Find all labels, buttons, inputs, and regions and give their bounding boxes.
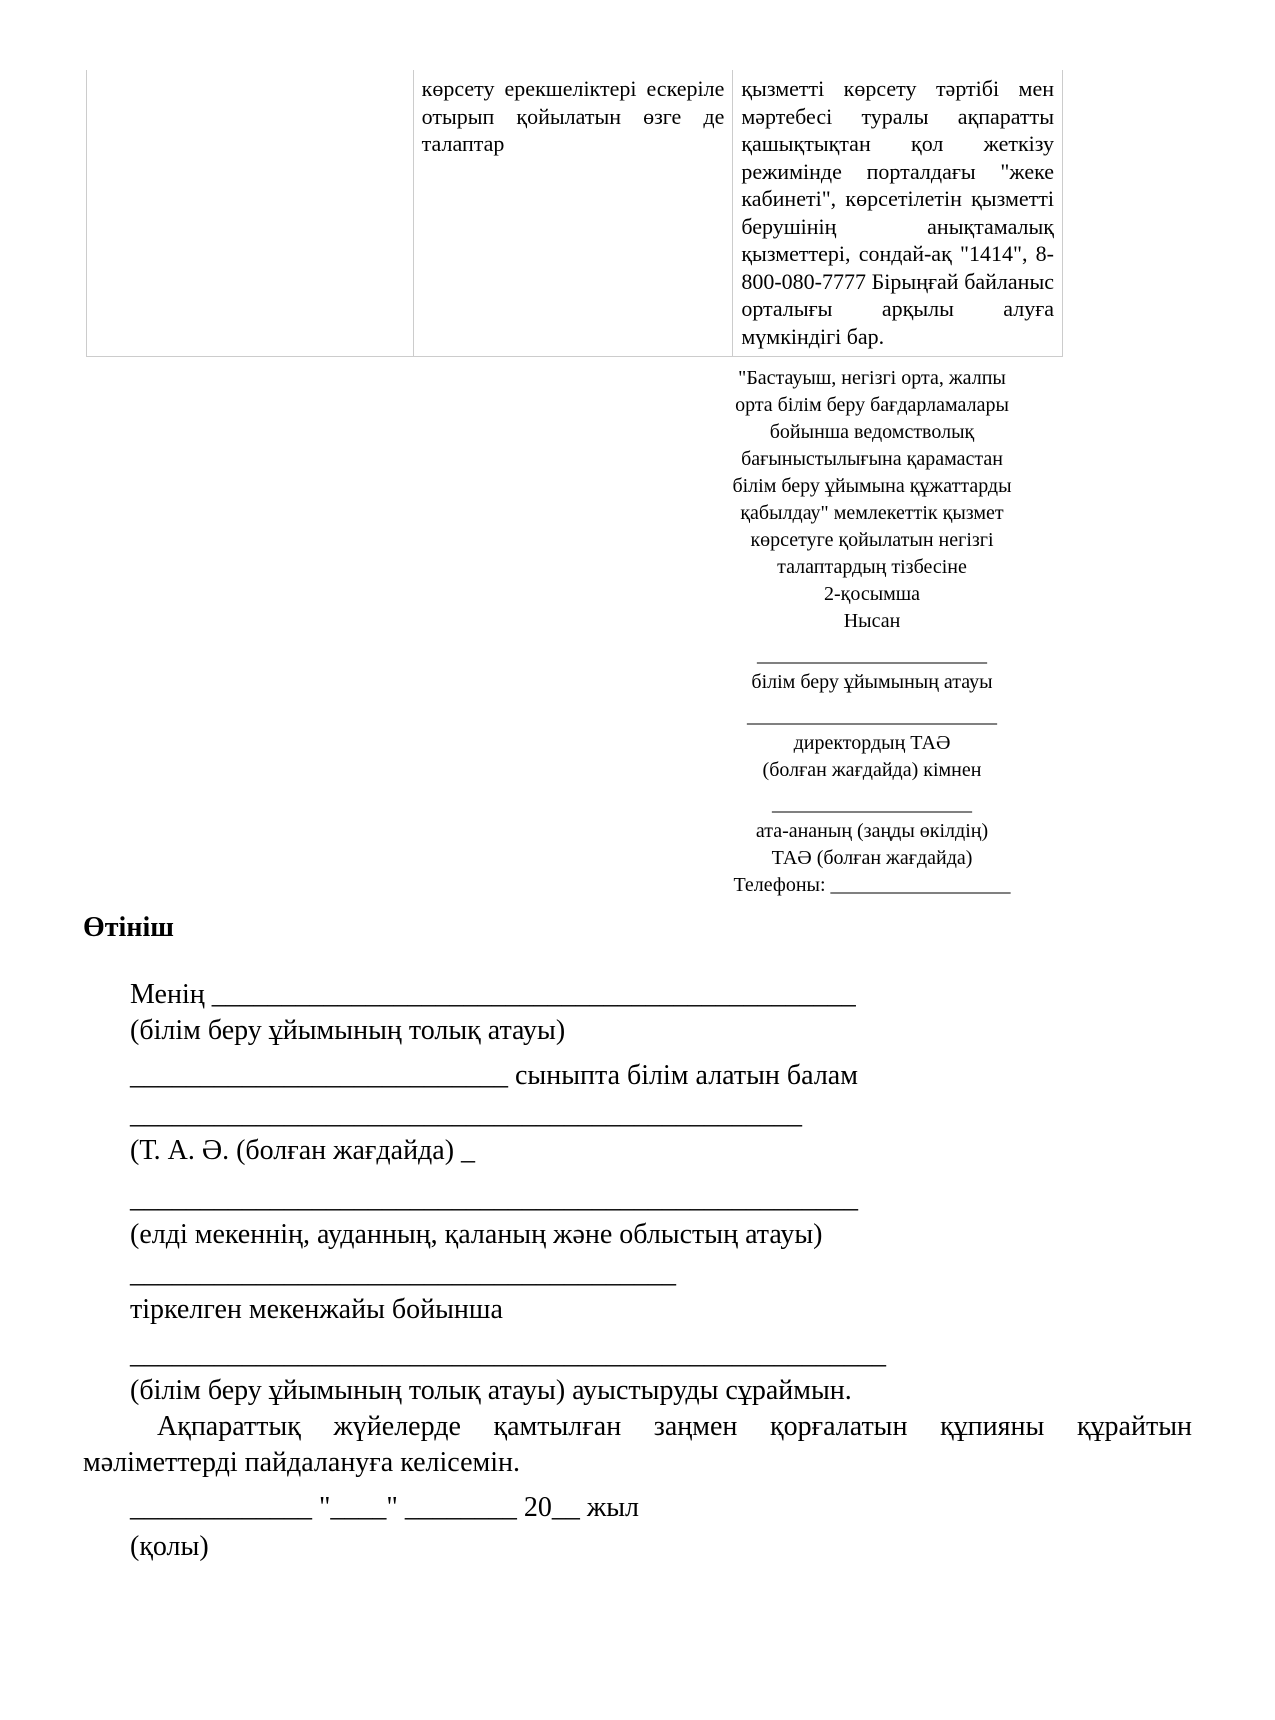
form-line: (білім беру ұйымының толық атауы) bbox=[130, 1015, 566, 1046]
form-line: _____________ "____" ________ 20__ жыл bbox=[130, 1492, 639, 1523]
requirements-table bbox=[86, 70, 1063, 357]
form-line: тіркелген мекенжайы бойынша bbox=[130, 1294, 503, 1325]
annex-line: _______________________ bbox=[757, 644, 987, 666]
table-cell-requirement-label: көрсету ерекшеліктері ескеріле отырып қойылатын өзге де талаптар bbox=[414, 70, 734, 356]
form-line: ________________________________________________ bbox=[130, 1099, 802, 1130]
form-line: Ақпараттық жүйелерде қамтылған заңмен қорғалатын құпияны құрайтын bbox=[157, 1411, 1192, 1442]
annex-line: ата-ананың (заңды өкілдің) bbox=[755, 820, 989, 842]
annex-line: орта білім беру бағдарламалары bbox=[735, 394, 1009, 416]
annex-line: Телефоны: __________________ bbox=[733, 874, 1011, 896]
annex-line: Нысан bbox=[843, 610, 901, 632]
annex-note bbox=[692, 365, 1052, 899]
annex-line: _________________________ bbox=[747, 705, 997, 727]
application-section bbox=[83, 909, 1192, 1565]
form-line: ____________________________________________________ bbox=[130, 1183, 858, 1214]
annex-line: білім беру ұйымына құжаттарды bbox=[732, 475, 1012, 497]
table-cell-requirement-value: қызметті көрсету тәртібі мен мәртебесі туралы ақпаратты қашықтықтан қол жеткізу режимінде порталдағы "жеке кабинеті", көрсетілетін қызметті берушінің анықтамалық қызметтері, сондай-ақ "1414", 8-800-080-7777 Бірыңғай байланыс орталығы арқылы алуға мүмкіндігі бар. bbox=[733, 70, 1063, 356]
annex-line: бағыныстылығына қарамастан bbox=[741, 448, 1003, 470]
form-line: (қолы) bbox=[130, 1531, 209, 1562]
annex-line: талаптардың тізбесіне bbox=[777, 556, 967, 578]
form-line: (Т. А. Ә. (болған жағдайда) _ bbox=[130, 1135, 476, 1166]
application-heading: Өтініш bbox=[83, 912, 174, 943]
annex-line: бойынша ведомстволық bbox=[769, 421, 975, 443]
annex-line: директордың ТАӘ bbox=[793, 732, 951, 754]
annex-line: "Бастауыш, негізгі орта, жалпы bbox=[738, 367, 1006, 389]
annex-line: ТАӘ (болған жағдайда) bbox=[771, 847, 973, 869]
annex-line: білім беру ұйымының атауы bbox=[751, 671, 993, 693]
annex-line: 2-қосымша bbox=[823, 583, 921, 605]
annex-line: көрсетуге қойылатын негізгі bbox=[750, 529, 994, 551]
document-page bbox=[0, 70, 1275, 1720]
form-line: ______________________________________________________ bbox=[130, 1339, 886, 1370]
table-cell-empty bbox=[87, 70, 414, 356]
application-body bbox=[83, 977, 1192, 1565]
form-line: (елді мекеннің, ауданның, қаланың және облыстың атауы) bbox=[130, 1219, 823, 1250]
form-line: мәліметтерді пайдалануға келісемін. bbox=[83, 1447, 520, 1478]
annex-line: (болған жағдайда) кімнен bbox=[762, 759, 982, 781]
annex-line: қабылдау" мемлекеттік қызмет bbox=[740, 502, 1004, 524]
form-line: (білім беру ұйымының толық атауы) ауыстыруды сұраймын. bbox=[130, 1375, 852, 1406]
form-line: Менің ______________________________________________ bbox=[130, 979, 856, 1010]
form-line: ___________________________ сыныпта білім алатын балам bbox=[130, 1060, 858, 1091]
annex-line: ____________________ bbox=[772, 793, 972, 815]
form-line: _______________________________________ bbox=[130, 1258, 676, 1289]
